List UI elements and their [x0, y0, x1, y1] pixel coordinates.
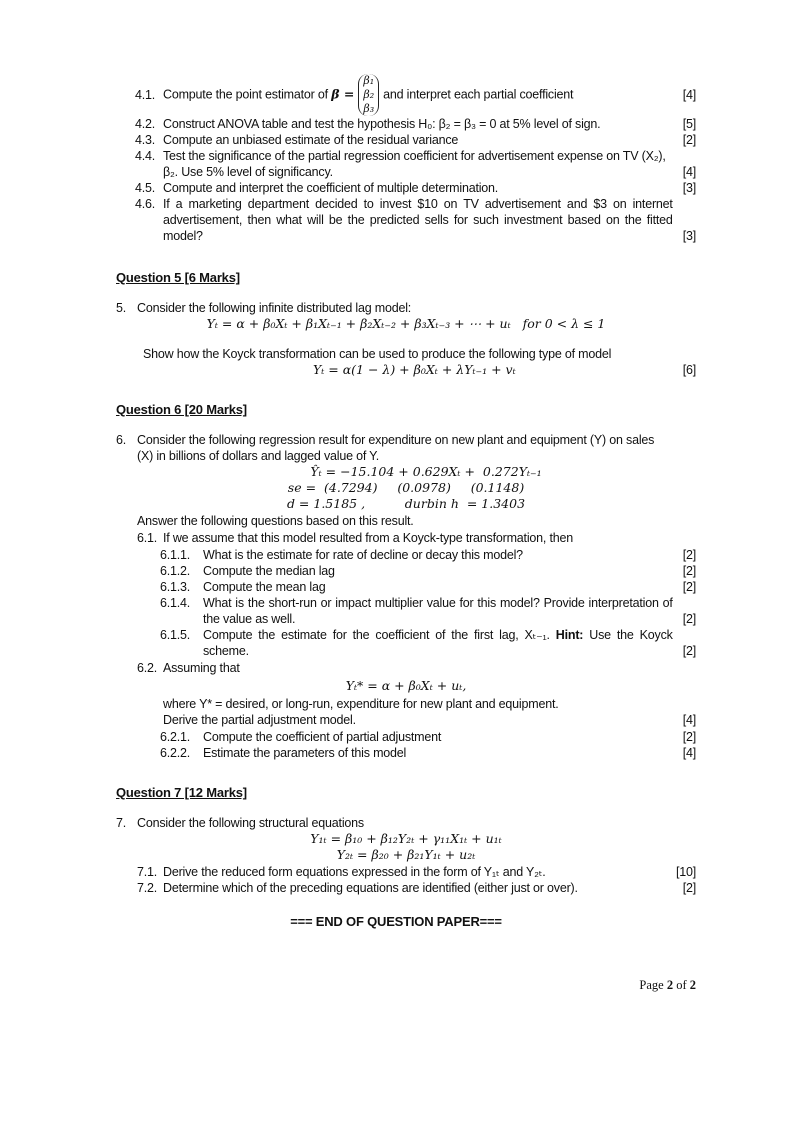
- item-number: 6.2.1.: [160, 730, 191, 744]
- item-number: 6.1.1.: [160, 548, 191, 562]
- marks: [4]: [682, 746, 696, 760]
- marks: [2]: [682, 881, 696, 895]
- equation: Y₂ₜ = β₂₀ + β₂₁Y₁ₜ + u₂ₜ: [336, 847, 476, 862]
- marks: [10]: [675, 865, 696, 879]
- item-number: 4.3.: [135, 133, 156, 147]
- item-4-2: [116, 116, 696, 132]
- item-6-1-1: [116, 547, 696, 563]
- beta-symbol: β =: [331, 86, 355, 102]
- item-text: [163, 74, 673, 116]
- question-5: [116, 300, 696, 316]
- item-text: Derive the reduced form equations expressed in the form of Y₁ₜ and Y₂ₜ.: [163, 865, 546, 879]
- item-text-main: Compute the estimate for the coefficient of the first lag, Xₜ₋₁.: [203, 628, 550, 642]
- item-number: 6.1.: [137, 531, 158, 545]
- beta-vector: [358, 74, 379, 116]
- item-number: 4.6.: [135, 197, 156, 211]
- item-number: 6.1.2.: [160, 564, 191, 578]
- vector-entry: β₂: [363, 88, 375, 101]
- marks: [3]: [682, 229, 696, 243]
- item-4-1: [116, 74, 696, 116]
- item-6-1-4: [116, 595, 696, 627]
- item-text: where Y* = desired, or long-run, expenditure for new plant and equipment.: [163, 697, 559, 711]
- item-text: What is the estimate for rate of decline or decay this model?: [203, 548, 523, 562]
- marks: [5]: [682, 117, 696, 131]
- item-6-1-3: [116, 579, 696, 595]
- item-text: Compute the median lag: [203, 564, 335, 578]
- item-text: What is the short-run or impact multiplier value for this model? Provide interpretation: [203, 596, 659, 610]
- item-6-2-2: [116, 745, 696, 761]
- item-4-3: [116, 132, 696, 148]
- item-number: 6.1.5.: [160, 628, 191, 642]
- equation: Yₜ* = α + β₀Xₜ + uₜ,: [345, 678, 467, 693]
- item-4-6: [116, 196, 696, 244]
- item-text-pre: Compute the point estimator of: [163, 87, 332, 102]
- marks: [4]: [682, 88, 696, 102]
- equation: Y₁ₜ = β₁₀ + β₁₂Y₂ₜ + γ₁₁X₁ₜ + u₁ₜ: [310, 831, 502, 846]
- page-of: of: [676, 978, 687, 992]
- item-6-2-where: [116, 696, 696, 712]
- marks: [2]: [682, 564, 696, 578]
- item-text-block: [203, 595, 673, 627]
- item-number: 7.2.: [137, 881, 158, 895]
- question-heading: Question 5 [6 Marks]: [116, 270, 240, 285]
- item-6-1: [116, 530, 696, 546]
- question-text: (X) in billions of dollars and lagged value of Y.: [137, 449, 379, 463]
- item-7-1: [116, 864, 696, 880]
- marks: [6]: [682, 363, 696, 377]
- question-text: Consider the following regression result for expenditure on new plant and equipment (Y) on sales: [137, 433, 655, 447]
- item-text: Construct ANOVA table and test the hypothesis H₀: β₂ = β₃ = 0 at 5% level of sign.: [163, 117, 601, 131]
- question-text: Answer the following questions based on this result.: [137, 514, 414, 528]
- page-label: Page: [639, 978, 664, 992]
- question-number: 5.: [116, 301, 127, 315]
- item-6-2-1: [116, 729, 696, 745]
- question-text-block: [137, 432, 696, 464]
- question-text: Consider the following infinite distributed lag model:: [137, 301, 412, 315]
- marks: [4]: [682, 165, 696, 179]
- marks: [3]: [682, 181, 696, 195]
- item-6-1-2: [116, 563, 696, 579]
- answer-instruction: [116, 513, 696, 529]
- equation: Yₜ = α(1 − λ) + β₀Xₜ + λYₜ₋₁ + vₜ: [312, 362, 516, 377]
- item-text-block: [203, 627, 673, 659]
- item-text: Compute an unbiased estimate of the residual variance: [163, 133, 459, 147]
- item-text: Test the significance of the partial regression coefficient for advertisement expense on TV (X₂),: [163, 149, 666, 163]
- question-6: [116, 432, 696, 464]
- item-6-1-5: [116, 627, 696, 659]
- marks: [4]: [682, 713, 696, 727]
- item-number: 6.2.2.: [160, 746, 191, 760]
- vector-entry: β₃: [363, 102, 375, 115]
- hint-text: Use the Koyck: [589, 628, 673, 642]
- question-5-instruction: [116, 346, 696, 362]
- end-of-paper: === END OF QUESTION PAPER===: [290, 914, 502, 929]
- marks: [2]: [682, 580, 696, 594]
- page-footer: [639, 978, 696, 993]
- item-7-2: [116, 880, 696, 896]
- item-text: of the value as well.: [203, 596, 673, 626]
- item-number: 4.2.: [135, 117, 156, 131]
- item-text: Compute the mean lag: [203, 580, 326, 594]
- item-text-post: and interpret each partial coefficient: [383, 87, 574, 102]
- item-text: Determine which of the preceding equations are identified (either just or over).: [163, 881, 578, 895]
- item-text: β₂. Use 5% level of significancy.: [163, 165, 333, 179]
- question-5-model: [116, 362, 696, 378]
- item-text: Compute the coefficient of partial adjustment: [203, 730, 442, 744]
- item-6-2: [116, 660, 696, 676]
- page-current: 2: [666, 978, 674, 992]
- question-text: Show how the Koyck transformation can be used to produce the following type of model: [143, 347, 612, 361]
- item-number: 4.1.: [135, 88, 156, 102]
- question-7: [116, 815, 696, 831]
- item-4-5: [116, 180, 696, 196]
- question-text: Consider the following structural equations: [137, 816, 364, 830]
- item-text: If we assume that this model resulted from a Koyck-type transformation, then: [163, 531, 573, 545]
- marks: [2]: [682, 644, 696, 658]
- marks: [2]: [682, 730, 696, 744]
- page-total: 2: [689, 978, 696, 992]
- question-number: 7.: [116, 816, 127, 830]
- item-6-2-derive: [116, 712, 696, 728]
- item-text: Derive the partial adjustment model.: [163, 713, 356, 727]
- item-text: Compute and interpret the coefficient of multiple determination.: [163, 181, 499, 195]
- item-text: If a marketing department decided to invest $10 on TV advertisement and $3 on internet advertisement, then what will be the predicted sells for such investment based on the fitted model?: [163, 197, 673, 243]
- question-number: 6.: [116, 433, 127, 447]
- equation: Yₜ = α + β₀Xₜ + β₁Xₜ₋₁ + β₂Xₜ₋₂ + β₃Xₜ₋₃ + ⋯ + uₜ for 0 < λ ≤ 1: [206, 316, 606, 331]
- test-statistics: d = 1.5185 , durbin h = 1.3403: [286, 496, 526, 511]
- item-text: Estimate the parameters of this model: [203, 746, 407, 760]
- marks: [2]: [682, 612, 696, 626]
- hint-label: Hint:: [555, 628, 584, 642]
- item-number: 7.1.: [137, 865, 158, 879]
- standard-errors: se = (4.7294) (0.0978) (0.1148): [287, 480, 525, 495]
- item-text: Assuming that: [163, 661, 240, 675]
- item-4-4: [116, 148, 696, 180]
- item-number: 4.5.: [135, 181, 156, 195]
- item-number: 4.4.: [135, 149, 156, 163]
- marks: [2]: [682, 548, 696, 562]
- question-heading: Question 6 [20 Marks]: [116, 402, 247, 417]
- item-text-block: [163, 148, 673, 180]
- item-number: 6.2.: [137, 661, 158, 675]
- item-text: scheme.: [203, 644, 249, 658]
- vector-entry: β₁: [363, 74, 375, 87]
- question-heading: Question 7 [12 Marks]: [116, 785, 247, 800]
- item-number: 6.1.4.: [160, 596, 191, 610]
- marks: [2]: [682, 133, 696, 147]
- item-number: 6.1.3.: [160, 580, 191, 594]
- equation: Ŷₜ = −15.104 + 0.629Xₜ + 0.272Yₜ₋₁: [310, 464, 542, 479]
